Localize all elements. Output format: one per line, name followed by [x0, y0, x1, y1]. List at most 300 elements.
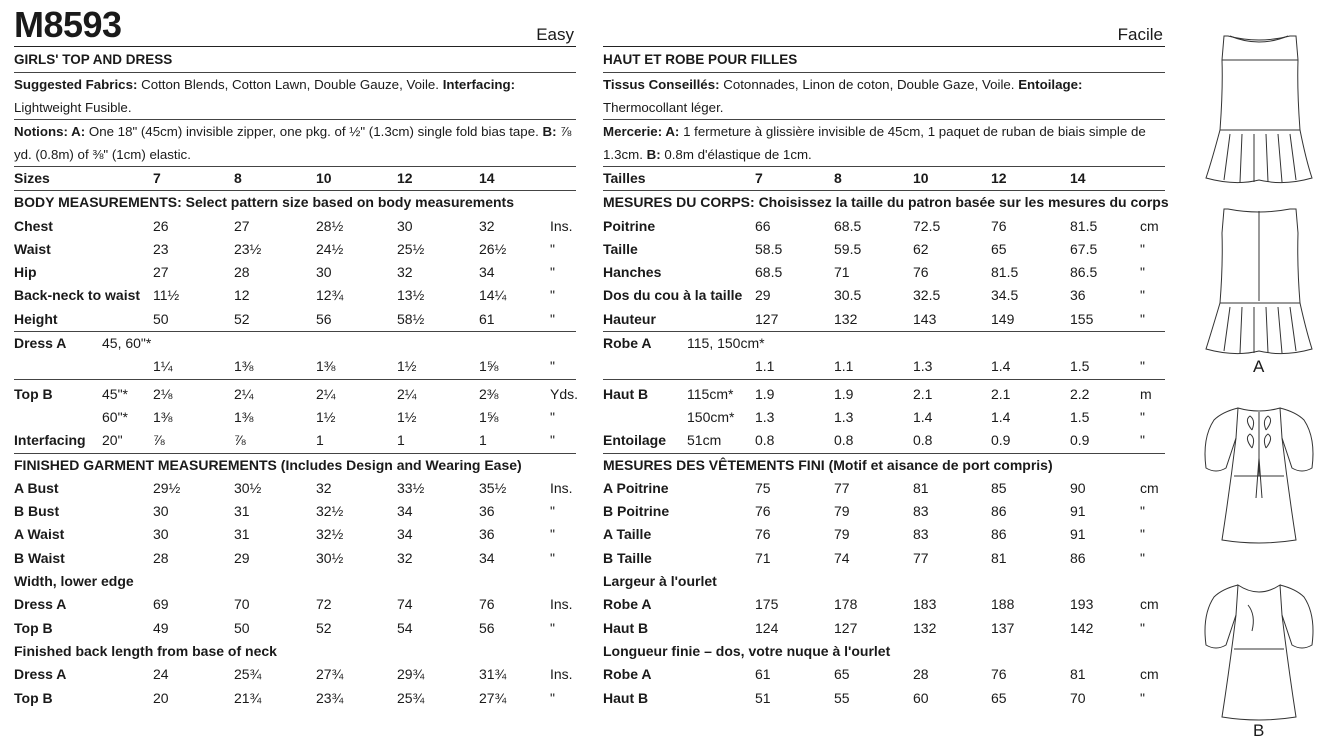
- table-row: [14, 215, 576, 238]
- cell-value: 193: [1070, 596, 1094, 613]
- cell-value: 30½: [316, 549, 344, 566]
- cell-value: 30: [153, 526, 169, 543]
- unit: ": [1140, 432, 1145, 449]
- row-label: B Bust: [14, 503, 60, 520]
- cell-value: 52: [234, 310, 250, 327]
- table-row: [603, 383, 1165, 406]
- unit: cm: [1140, 596, 1159, 613]
- size-header: 7: [153, 170, 161, 186]
- pattern-title: GIRLS' TOP AND DRESS: [14, 47, 576, 73]
- cell-value: 29: [755, 287, 771, 304]
- cell-value: 27¾: [479, 689, 507, 706]
- cell-value: 12: [234, 287, 250, 304]
- header: [14, 0, 576, 47]
- row-label: Haut B: [603, 619, 649, 636]
- cell-value: 1.4: [913, 408, 933, 425]
- cell-value: 36: [1070, 287, 1086, 304]
- cell-value: 81: [1070, 666, 1086, 683]
- cell-value: 56: [479, 619, 495, 636]
- row-label: A Bust: [14, 479, 59, 496]
- cell-value: 32: [316, 479, 332, 496]
- table-row: [14, 640, 576, 663]
- cell-value: 23½: [234, 240, 262, 257]
- cell-value: 81: [991, 549, 1007, 566]
- notions-b-label-fr: B:: [646, 147, 661, 162]
- cell-value: 69: [153, 596, 169, 613]
- cell-value: 33½: [397, 479, 425, 496]
- cell-value: 77: [913, 549, 929, 566]
- table-row: [14, 429, 576, 453]
- row-label: Dress A: [14, 666, 67, 683]
- table-row: [603, 593, 1165, 616]
- dress-a-back-drawing: [1200, 30, 1318, 190]
- dress-label: Robe A: [603, 335, 652, 352]
- cell-value: 28½: [316, 217, 344, 234]
- interfacing-text: Lightweight Fusible.: [14, 100, 132, 115]
- cell-value: 34: [397, 503, 413, 520]
- cell-value: 12¾: [316, 287, 344, 304]
- row-label: Dress A: [14, 596, 67, 613]
- cell-value: 2.1: [913, 385, 933, 402]
- table-row: [14, 383, 579, 406]
- cell-value: 2¼: [316, 385, 336, 402]
- row-label: Taille: [603, 240, 638, 257]
- cell-value: 81: [913, 479, 929, 496]
- cell-value: 86: [991, 503, 1007, 520]
- row-label: Chest: [14, 217, 53, 234]
- cell-value: 30.5: [834, 287, 862, 304]
- row-label: Haut B: [603, 689, 649, 706]
- interfacing-label-fr: Entoilage:: [1018, 77, 1083, 92]
- cell-value: 62: [913, 240, 929, 257]
- top-b-back-drawing: [1200, 398, 1318, 548]
- table-row: [603, 500, 1165, 523]
- cell-value: 36: [479, 526, 495, 543]
- table-row: [603, 687, 1165, 710]
- unit: ": [550, 264, 555, 281]
- table-row: [14, 593, 576, 616]
- section-heading: Width, lower edge: [14, 573, 134, 590]
- cell-value: 30: [153, 503, 169, 520]
- row-label: Dos du cou à la taille: [603, 287, 743, 304]
- table-row: [603, 477, 1165, 500]
- fabrics-label-fr: Tissus Conseillés:: [603, 77, 720, 92]
- unit: ": [1140, 619, 1145, 636]
- cell-value: 2.2: [1070, 385, 1090, 402]
- section-heading: MESURES DES VÊTEMENTS FINI (Motif et aisance de port compris): [603, 456, 1053, 473]
- cell-value: 1.3: [834, 408, 854, 425]
- cell-value: 1⅝: [479, 358, 499, 375]
- unit: cm: [1140, 217, 1159, 234]
- cell-value: 76: [991, 666, 1007, 683]
- cell-value: 2¼: [234, 385, 254, 402]
- cell-value: 76: [755, 503, 771, 520]
- unit: ": [550, 549, 555, 566]
- cell-value: 23: [153, 240, 169, 257]
- table-row: [14, 261, 576, 284]
- table-row: [603, 617, 1165, 640]
- table-row: [14, 687, 576, 710]
- section-heading: Finished back length from base of neck: [14, 642, 277, 659]
- cell-value: 26: [153, 217, 169, 234]
- cell-value: 79: [834, 503, 850, 520]
- notions-a-text: One 18" (45cm) invisible zipper, one pkg. of ½" (1.3cm) single fold bias tape.: [85, 124, 543, 139]
- fabric-width: 51cm: [687, 432, 722, 449]
- table-row: [603, 454, 1165, 477]
- cell-value: ⅞: [153, 432, 165, 449]
- cell-value: 83: [913, 526, 929, 543]
- unit: Ins.: [550, 479, 573, 496]
- cell-value: 28: [913, 666, 929, 683]
- unit: ": [1140, 503, 1145, 520]
- fabric-width: 150cm*: [687, 408, 735, 425]
- cell-value: 127: [834, 619, 858, 636]
- fabric-width: 45"*: [102, 385, 128, 402]
- cell-value: 85: [991, 479, 1007, 496]
- cell-value: 54: [397, 619, 413, 636]
- cell-value: 86: [1070, 549, 1086, 566]
- cell-value: 70: [1070, 689, 1086, 706]
- unit: Ins.: [550, 666, 573, 683]
- size-header: 8: [834, 170, 842, 186]
- fabrics-text: Cotton Blends, Cotton Lawn, Double Gauze, Voile.: [137, 77, 443, 92]
- cell-value: 0.8: [913, 432, 933, 449]
- cell-value: 143: [913, 310, 937, 327]
- english-column: [14, 0, 579, 710]
- cell-value: 26½: [479, 240, 507, 257]
- unit: ": [1140, 526, 1145, 543]
- cell-value: 1.1: [755, 358, 775, 375]
- cell-value: 183: [913, 596, 937, 613]
- cell-value: 1½: [397, 358, 417, 375]
- cell-value: 90: [1070, 479, 1086, 496]
- cell-value: ⅞: [234, 432, 246, 449]
- cell-value: 1: [479, 432, 487, 449]
- section-heading: MESURES DU CORPS: Choisissez la taille du patron basée sur les mesures du corps: [603, 194, 1169, 211]
- fabrics-label: Suggested Fabrics:: [14, 77, 138, 92]
- cell-value: 30½: [234, 479, 262, 496]
- cell-value: 1.9: [755, 385, 775, 402]
- row-label: Height: [14, 310, 58, 327]
- section-heading: Longueur finie – dos, votre nuque à l'ourlet: [603, 642, 891, 659]
- pattern-number: M8593: [14, 4, 122, 45]
- cell-value: 2.1: [991, 385, 1011, 402]
- dress-a-front-drawing: [1200, 205, 1318, 360]
- notions-paragraph-fr: [603, 120, 1165, 167]
- cell-value: 1.4: [991, 408, 1011, 425]
- cell-value: 76: [991, 217, 1007, 234]
- cell-value: 36: [479, 503, 495, 520]
- unit: ": [550, 240, 555, 257]
- table-row: [14, 167, 576, 191]
- unit: ": [1140, 549, 1145, 566]
- cell-value: 31: [234, 503, 250, 520]
- row-label: A Taille: [603, 526, 652, 543]
- unit: ": [550, 526, 555, 543]
- cell-value: 32: [397, 264, 413, 281]
- fabrics-paragraph: [14, 73, 576, 120]
- size-header: 12: [397, 170, 413, 186]
- cell-value: 28: [153, 549, 169, 566]
- table-row: [14, 406, 576, 429]
- cell-value: 175: [755, 596, 779, 613]
- fabric-width: 20": [102, 432, 123, 449]
- cell-value: 27: [234, 217, 250, 234]
- top-label: Haut B: [603, 385, 649, 402]
- cell-value: 20: [153, 689, 169, 706]
- table-row: [14, 454, 576, 477]
- unit: Yds.: [550, 385, 579, 402]
- table-row: [14, 238, 576, 261]
- cell-value: 0.8: [755, 432, 775, 449]
- cell-value: 14¼: [479, 287, 507, 304]
- cell-value: 52: [316, 619, 332, 636]
- cell-value: 77: [834, 479, 850, 496]
- unit: ": [1140, 264, 1145, 281]
- cell-value: 1⅜: [153, 408, 173, 425]
- cell-value: 27: [153, 264, 169, 281]
- row-label: Back-neck to waist: [14, 287, 141, 304]
- cell-value: 2⅜: [479, 385, 499, 402]
- cell-value: 59.5: [834, 240, 862, 257]
- notions-a-text-fr: 1 fermeture à glissière invisible de 45cm, 1 paquet de ruban de biais simple de 1.3cm.: [603, 124, 1146, 162]
- cell-value: 24½: [316, 240, 344, 257]
- cell-value: 79: [834, 526, 850, 543]
- cell-value: 76: [479, 596, 495, 613]
- cell-value: 1⅝: [479, 408, 499, 425]
- cell-value: 1.4: [991, 358, 1011, 375]
- table-row: [603, 429, 1165, 453]
- row-label: A Waist: [14, 526, 65, 543]
- fabric-width: 60"*: [102, 408, 128, 425]
- cell-value: 61: [479, 310, 495, 327]
- sizes-label: Sizes: [14, 170, 50, 186]
- cell-value: 50: [234, 619, 250, 636]
- cell-value: 51: [755, 689, 771, 706]
- notions-b-text-fr: 0.8m d'élastique de 1cm.: [660, 147, 812, 162]
- table-row: [14, 500, 576, 523]
- cell-value: 32: [479, 217, 495, 234]
- cell-value: 49: [153, 619, 169, 636]
- cell-value: 34: [397, 526, 413, 543]
- difficulty: Easy: [536, 25, 574, 44]
- table-row: [14, 191, 576, 214]
- cell-value: 149: [991, 310, 1015, 327]
- cell-value: 58½: [397, 310, 425, 327]
- cell-value: 178: [834, 596, 858, 613]
- unit: Ins.: [550, 596, 573, 613]
- cell-value: 25½: [397, 240, 425, 257]
- interfacing-row-label: Interfacing: [14, 432, 86, 449]
- row-label: Waist: [14, 240, 51, 257]
- unit: ": [550, 358, 555, 375]
- cell-value: 137: [991, 619, 1015, 636]
- cell-value: 61: [755, 666, 771, 683]
- cell-value: 91: [1070, 503, 1086, 520]
- table-row: [603, 284, 1165, 307]
- cell-value: 71: [755, 549, 771, 566]
- unit: ": [550, 503, 555, 520]
- cell-value: 1½: [316, 408, 336, 425]
- unit: m: [1140, 385, 1152, 402]
- cell-value: 34: [479, 264, 495, 281]
- cell-value: 31¾: [479, 666, 507, 683]
- cell-value: 25¾: [397, 689, 425, 706]
- unit: ": [1140, 287, 1145, 304]
- cell-value: 75: [755, 479, 771, 496]
- cell-value: 0.9: [991, 432, 1011, 449]
- view-b-label: B: [1253, 721, 1265, 740]
- pattern-title-fr: HAUT ET ROBE POUR FILLES: [603, 47, 1165, 73]
- table-row: [14, 332, 576, 355]
- table-row: [14, 355, 576, 379]
- cell-value: 142: [1070, 619, 1094, 636]
- interfacing-text-fr: Thermocollant léger.: [603, 100, 724, 115]
- fabric-width: 115, 150cm*: [687, 335, 765, 352]
- table-row: [603, 640, 1165, 663]
- cell-value: 23¾: [316, 689, 344, 706]
- cell-value: 31: [234, 526, 250, 543]
- cell-value: 32: [397, 549, 413, 566]
- cell-value: 76: [913, 264, 929, 281]
- cell-value: 11½: [153, 287, 180, 304]
- cell-value: 1.3: [913, 358, 933, 375]
- cell-value: 1.5: [1070, 408, 1090, 425]
- cell-value: 1½: [397, 408, 417, 425]
- cell-value: 83: [913, 503, 929, 520]
- cell-value: 132: [834, 310, 858, 327]
- cell-value: 127: [755, 310, 779, 327]
- difficulty-fr: Facile: [1117, 25, 1163, 44]
- cell-value: 29: [234, 549, 250, 566]
- table-row: [603, 308, 1165, 332]
- unit: ": [1140, 408, 1145, 425]
- row-label: Top B: [14, 619, 53, 636]
- size-header: 12: [991, 170, 1007, 186]
- cell-value: 24: [153, 666, 169, 683]
- table-row: [603, 191, 1169, 214]
- measurements-table: [14, 167, 579, 710]
- cell-value: 68.5: [755, 264, 783, 281]
- cell-value: 58.5: [755, 240, 783, 257]
- cell-value: 1⅜: [316, 358, 336, 375]
- unit: ": [1140, 310, 1145, 327]
- cell-value: 1¼: [153, 358, 173, 375]
- cell-value: 55: [834, 689, 850, 706]
- row-label: Hip: [14, 264, 37, 281]
- cell-value: 81.5: [991, 264, 1019, 281]
- cell-value: 28: [234, 264, 250, 281]
- cell-value: 81.5: [1070, 217, 1098, 234]
- cell-value: 21¾: [234, 689, 262, 706]
- row-label: B Poitrine: [603, 503, 670, 520]
- row-label: Hanches: [603, 264, 662, 281]
- table-row: [14, 308, 576, 332]
- cell-value: 155: [1070, 310, 1094, 327]
- cell-value: 74: [834, 549, 850, 566]
- header-fr: [603, 0, 1165, 47]
- cell-value: 50: [153, 310, 169, 327]
- table-row: [14, 547, 576, 570]
- fabric-width: 115cm*: [687, 385, 734, 402]
- cell-value: 72.5: [913, 217, 941, 234]
- cell-value: 2⅛: [153, 385, 173, 402]
- unit: ": [550, 408, 555, 425]
- unit: Ins.: [550, 217, 573, 234]
- cell-value: 71: [834, 264, 850, 281]
- interfacing-row-label: Entoilage: [603, 432, 667, 449]
- cell-value: 188: [991, 596, 1015, 613]
- row-label: Top B: [14, 689, 53, 706]
- table-row: [603, 406, 1165, 429]
- cell-value: 60: [913, 689, 929, 706]
- unit: ": [1140, 240, 1145, 257]
- cell-value: 13½: [397, 287, 425, 304]
- dress-label: Dress A: [14, 335, 67, 352]
- cell-value: 1.1: [834, 358, 854, 375]
- cell-value: 70: [234, 596, 250, 613]
- cell-value: 0.9: [1070, 432, 1090, 449]
- unit: ": [550, 287, 555, 304]
- cell-value: 30: [397, 217, 413, 234]
- table-row: [14, 663, 576, 686]
- fabrics-text-fr: Cotonnades, Linon de coton, Double Gaze, Voile.: [719, 77, 1019, 92]
- cell-value: 65: [834, 666, 850, 683]
- unit: ": [550, 432, 555, 449]
- sizes-label: Tailles: [603, 170, 646, 186]
- fabric-width: 45, 60"*: [102, 335, 152, 352]
- size-header: 7: [755, 170, 763, 186]
- table-row: [603, 167, 1165, 191]
- cell-value: 67.5: [1070, 240, 1098, 257]
- table-row: [603, 332, 1165, 355]
- notions-paragraph: [14, 120, 576, 167]
- top-b-front-drawing: [1200, 575, 1318, 725]
- cell-value: 32.5: [913, 287, 941, 304]
- top-label: Top B: [14, 385, 53, 402]
- row-label: B Waist: [14, 549, 65, 566]
- cell-value: 30: [316, 264, 332, 281]
- cell-value: 2¼: [397, 385, 417, 402]
- size-header: 10: [913, 170, 929, 186]
- cell-value: 86.5: [1070, 264, 1098, 281]
- cell-value: 1: [397, 432, 405, 449]
- row-label: Robe A: [603, 596, 652, 613]
- table-row: [14, 570, 576, 593]
- fabrics-paragraph-fr: [603, 73, 1165, 120]
- cell-value: 25¾: [234, 666, 262, 683]
- cell-value: 72: [316, 596, 332, 613]
- table-row: [14, 523, 576, 546]
- table-row: [603, 355, 1165, 379]
- size-header: 8: [234, 170, 242, 186]
- cell-value: 1⅜: [234, 358, 254, 375]
- french-column: [603, 0, 1169, 710]
- row-label: Hauteur: [603, 310, 656, 327]
- size-header: 14: [1070, 170, 1086, 186]
- notions-b-label: B:: [542, 124, 557, 139]
- notions-b-text: ⅞ yd. (0.8m) of ⅜" (1cm) elastic.: [14, 124, 572, 162]
- notions-label-fr: Mercerie: A:: [603, 124, 680, 139]
- table-row: [14, 284, 576, 307]
- cell-value: 91: [1070, 526, 1086, 543]
- row-label: Poitrine: [603, 217, 656, 234]
- technical-drawings: [1190, 0, 1330, 752]
- cell-value: 65: [991, 689, 1007, 706]
- cell-value: 32½: [316, 526, 344, 543]
- cell-value: 34: [479, 549, 495, 566]
- table-row: [14, 617, 576, 640]
